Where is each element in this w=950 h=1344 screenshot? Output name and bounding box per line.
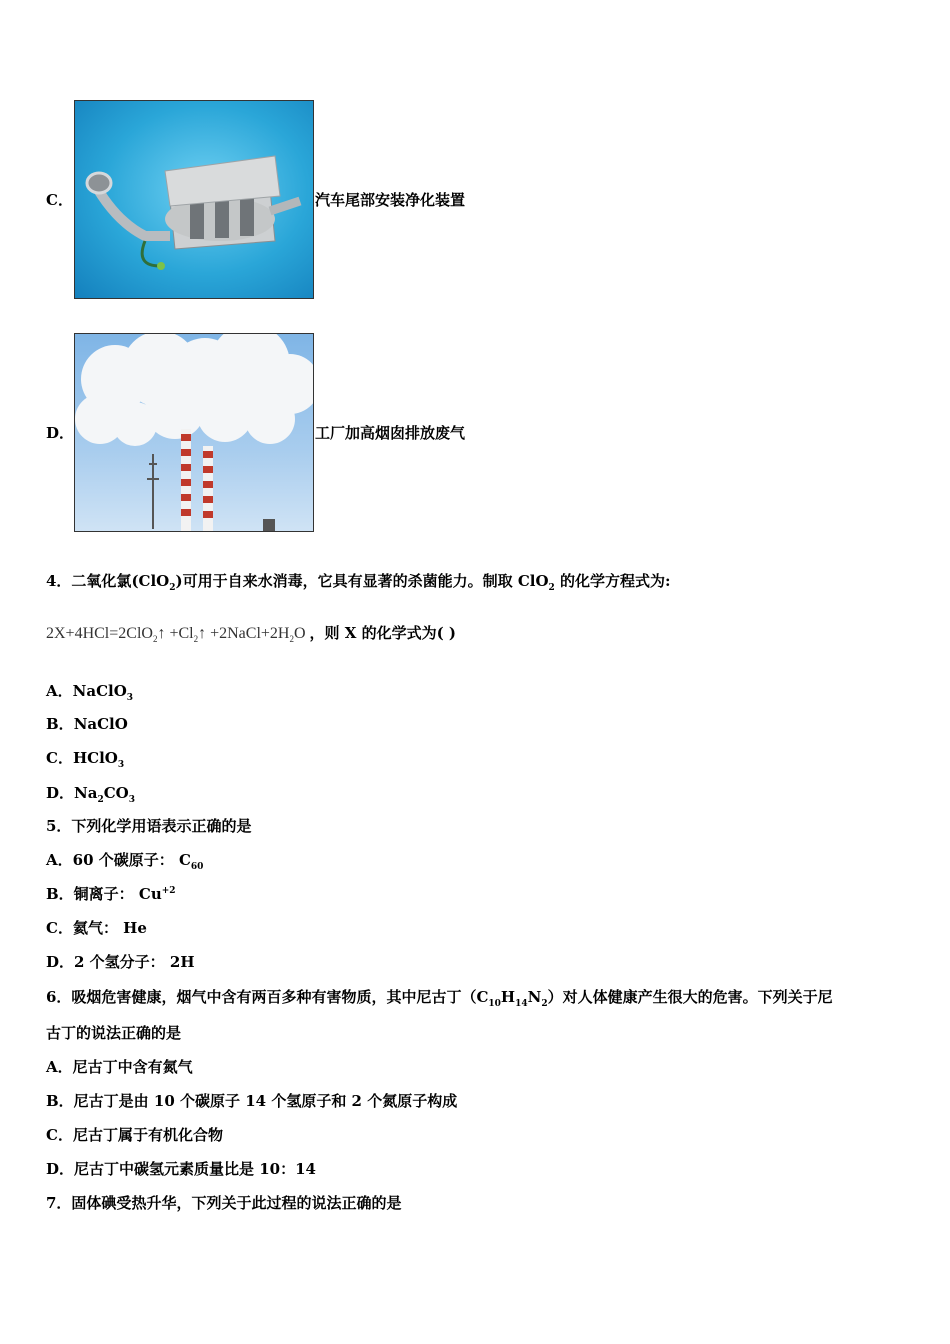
q5-option-d: D．2 个氢分子： 2H — [46, 953, 195, 971]
option-caption: 汽车尾部安装净化装置 — [315, 191, 466, 209]
q6-stem-line2: 古丁的说法正确的是 — [46, 1024, 182, 1042]
text: HClO — [72, 749, 118, 767]
subscript: 10 — [488, 999, 501, 1009]
text: A．60 个碳原子： C — [46, 851, 191, 869]
text: N — [527, 988, 542, 1006]
q5-option-b — [46, 883, 176, 904]
q4-equation — [46, 622, 456, 644]
q4-option-c — [46, 747, 124, 770]
q6-stem-line1 — [46, 986, 833, 1009]
text: 6．吸烟危害健康，烟气中含有两百多种有害物质，其中尼古丁（C — [46, 988, 489, 1006]
subscript: 2 — [193, 634, 199, 645]
text: )可用于自来水消毒，它具有显著的杀菌能力。制取 ClO — [175, 572, 549, 590]
text: ↑ +Cl — [157, 625, 194, 642]
option-d — [46, 333, 465, 532]
text: O — [293, 625, 306, 642]
subscript: 3 — [126, 693, 134, 703]
text: H — [500, 988, 516, 1006]
subscript: 2 — [541, 999, 548, 1009]
text: ）对人体健康产生很大的危害。下列关于尼 — [547, 988, 833, 1006]
q4-option-b — [46, 713, 128, 734]
subscript: 3 — [128, 795, 135, 805]
subscript: 14 — [515, 999, 528, 1009]
q4-option-a — [46, 680, 133, 703]
option-caption: 工厂加高烟囱排放废气 — [315, 424, 466, 442]
text: D． — [46, 784, 75, 802]
q7-stem: 7．固体碘受热升华，下列关于此过程的说法正确的是 — [46, 1194, 402, 1212]
text: B．铜离子： Cu — [46, 885, 162, 903]
text: 2X+4HCl=2ClO — [46, 625, 153, 642]
text: 的化学方程式为: — [554, 572, 671, 590]
option-c — [46, 100, 465, 299]
q6-option-d: D．尼古丁中碳氢元素质量比是 10：14 — [46, 1160, 316, 1178]
superscript: +2 — [161, 886, 176, 896]
q5-option-c: C．氦气： He — [46, 919, 147, 937]
subscript: 2 — [97, 795, 104, 805]
q4-option-d — [46, 782, 135, 805]
factory-chimney-image — [74, 333, 314, 532]
subscript: 60 — [190, 862, 204, 872]
catalytic-converter-image — [74, 100, 314, 299]
subscript: 2 — [289, 634, 294, 645]
text: CO — [103, 784, 129, 802]
option-letter: C． — [46, 191, 73, 209]
text: NaClO — [73, 715, 128, 733]
q6-option-b: B．尼古丁是由 10 个碳原子 14 个氢原子和 2 个氮原子构成 — [46, 1092, 458, 1110]
q5-option-a — [46, 849, 203, 872]
text: A． — [46, 682, 73, 700]
text: C． — [46, 749, 73, 767]
subscript: 3 — [117, 760, 125, 770]
q5-stem: 5．下列化学用语表示正确的是 — [46, 817, 252, 835]
text: 4．二氧化氯(ClO — [46, 572, 170, 590]
q4-stem — [46, 570, 671, 593]
text: ↑ +2NaCl+2H — [198, 625, 290, 642]
subscript: 2 — [548, 583, 555, 593]
q6-option-c: C．尼古丁属于有机化合物 — [46, 1126, 223, 1144]
chemical-equation — [46, 625, 306, 644]
text: B． — [46, 715, 74, 733]
subscript: 2 — [169, 583, 176, 593]
q6-option-a: A．尼古丁中含有氮气 — [46, 1058, 193, 1076]
text: NaClO — [72, 682, 127, 700]
text: Na — [74, 784, 98, 802]
subscript: 2 — [152, 634, 158, 645]
option-letter: D． — [46, 424, 75, 442]
equation-question: ，则 X 的化学式为( ) — [309, 624, 457, 642]
